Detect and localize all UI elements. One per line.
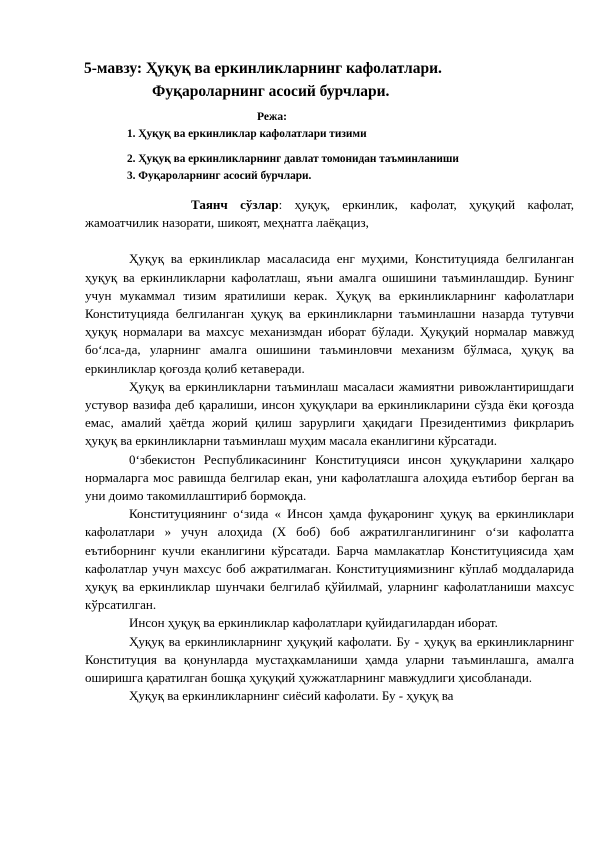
body-paragraph: Ҳуқуқ ва еркинликлар масаласида енг муҳими, Конституцияда белгиланган ҳуқуқ ва еркинликларни кафолатлаш, яъни амалга ошишини таъминлашдир. Бунинг учун мукаммал тизим яратилиши керак. Ҳуқуқ ва еркинликларнинг кафолатлари Конституцияда белгиланган ҳуқуқ ва еркинликларни таъминлашни назарда тутувчи ҳуқуқ нормалари ва махсус механизмдан иборат бўлади. Ҳуқуқий нормалар мавжуд бо‘лса-да, уларнинг амалга ошишини таъминловчи механизм бўлмаса, ҳуқуқ ва еркинликлар қоғозда қолиб кетаверади. <box>85 251 574 376</box>
plan-item: 2. Ҳуқуқ ва еркинликларнинг давлат томонидан таъминланиши <box>127 153 459 165</box>
body-paragraph: Инсон ҳуқуқ ва еркинликлар кафолатлари қуйидагилардан иборат. <box>129 615 498 631</box>
body-paragraph: Ҳуқуқ ва еркинликларни таъминлаш масаласи жамиятни ривожлантиришдаги устувор вазифа деб қаралиши, инсон ҳуқуқлари ва еркинликларини сўзда ёки қоғозда емас, амалий ҳаётда жорий қилиш зарурлиги ҳақидаги Президентимиз фикрлариъ ҳуқуқ ва еркинликларни таъминлаш муҳим масала еканлигини кўрсатади. <box>85 378 574 449</box>
document-body <box>85 196 574 705</box>
body-paragraph: Ҳуқуқ ва еркинликларнинг ҳуқуқий кафолати. Бу - ҳуқуқ ва еркинликларнинг Конституция ва қонунларда мустаҳкамланиши ҳамда уларни таъминлашга, амалга оширишга қаратилган бошқа ҳуқуқий ҳужжатларнинг мавжудлиги ҳисобланади. <box>85 633 574 686</box>
plan-item: 3. Фуқароларнинг асосий бурчлари. <box>127 170 312 182</box>
body-paragraph: Ҳуқуқ ва еркинликларнинг сиёсий кафолати. Бу - ҳуқуқ ва <box>129 688 454 704</box>
body-paragraph: 0‘збекистон Республикасининг Конституцияси инсон ҳуқуқларини халқаро нормаларга мос равишда белгилар екан, уни кафолатлашга алоҳида еътибор берган ва уни доимо такомиллаштириб бормоқда. <box>85 451 574 504</box>
plan-item: 1. Ҳуқуқ ва еркинликлар кафолатлари тизими <box>127 128 367 140</box>
page-title-line2: Фуқароларнинг асосий бурчлари. <box>152 83 390 100</box>
body-paragraph: Конституциянинг о‘зида « Инсон ҳамда фуқаронинг ҳуқуқ ва еркинликлари кафолатлари » учун алоҳида (Х боб) боб ажратилганлигининг о‘зи кафолатга еътиборнинг кучли еканлигини кўрсатади. Барча мамлакатлар Конституциясида ҳам кафолатлар учун махсус боб ажратилмаган. Конституциямизнинг кўплаб моддаларида ҳуқуқ ва еркинликлар шунчаки белгилаб қўйилмай, уларнинг кафолатланиши махсус кўрсатилган. <box>85 506 574 613</box>
page-title-line1: 5-мавзу: Ҳуқуқ ва еркинликларнинг кафолатлари. <box>84 60 442 77</box>
keywords-label: Таянч сўзлар <box>191 197 279 212</box>
keywords-text: : ҳуқуқ, еркинлик, кафолат, ҳуқуқий кафолат, жамоатчилик назорати, шикоят, меҳнатга лаёқациз, <box>85 197 574 231</box>
keywords-paragraph <box>85 196 574 232</box>
plan-heading: Режа: <box>257 111 287 123</box>
